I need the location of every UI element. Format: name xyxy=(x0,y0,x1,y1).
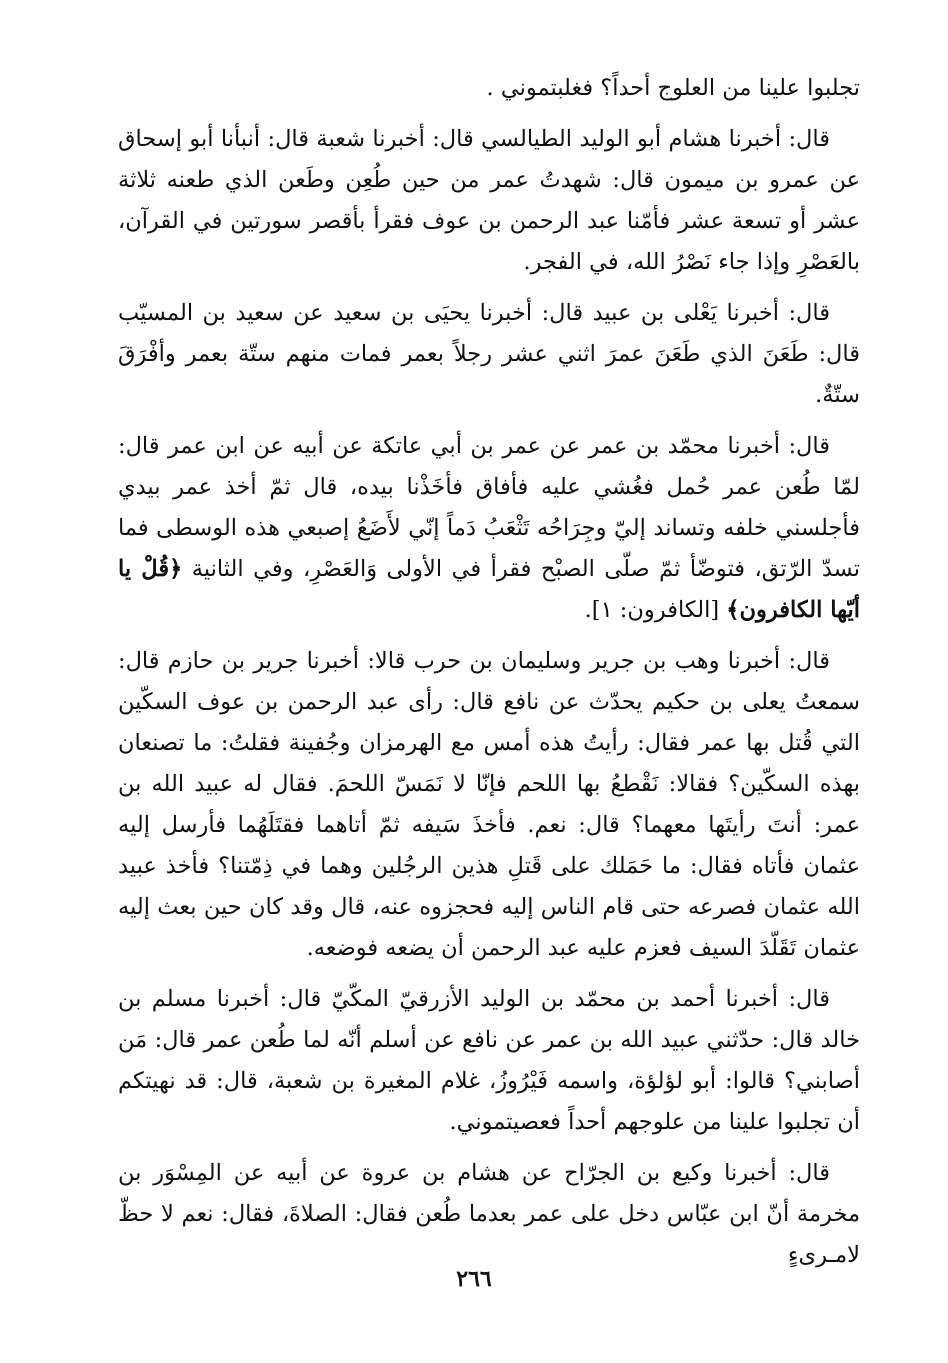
document-page xyxy=(118,68,860,1286)
paragraph-5: قال: أخبرنا وهب بن جرير وسليمان بن حرب قالا: أخبرنا جرير بن حازم قال: سمعتُ يعلى بن حكيم يحدّث عن نافع قال: رأى عبد الرحمن بن عوف السكّين التي قُتل بها عمر فقال: رأيتُ هذه أمس مع الهرمزان وجُفينة فقلتُ: ما تصنعان بهذه السكّين؟ فقالا: نَقْطعُ بها اللحم فإنّا لا نَمَسّ اللحمَ. فقال له عبيد الله بن عمر: أنتَ رأيتَها معهما؟ قال: نعم. فأخذَ سَيفه ثمّ أتاهما فقتَلَهُما فأرسل إليه عثمان فأتاه فقال: ما حَمَلك على قَتلِ هذين الرجُلين وهما في ذِمّتنا؟ فأخذ عبيد الله عثمان فصرعه حتى قام الناس إليه فحجزوه عنه، قال وقد كان حين بعث إليه عثمان تَقَلّدَ السيف فعزم عليه عبد الرحمن أن يضعه فوضعه. xyxy=(118,648,860,961)
paragraph-6: قال: أخبرنا أحمد بن محمّد بن الوليد الأزرقيّ المكّيّ قال: أخبرنا مسلم بن خالد قال: حدّثني عبيد الله بن عمر عن نافع عن أسلم أنّه لما طُعن عمر قال: مَن أصابني؟ قالوا: أبو لؤلؤة، واسمه فَيْرُوزُ، غلام المغيرة بن شعبة، قال: قد نهيتكم أن تجلبوا علينا من علوجهم أحداً فعصيتموني. xyxy=(118,986,860,1135)
paragraph-4-text: قال: أخبرنا محمّد بن عمر عن عمر بن أبي عاتكة عن أبيه عن ابن عمر قال: لمّا طُعن عمر حُمل فغُشي عليه فأفاق فأخَذْنا بيده، قال ثمّ أخذ عمر بيدي فأجلسني خلفه وتساند إليّ وجِرَاحُه تَثْعَبُ دَماً إنّي لأَضَعُ إصبعي هذه الوسطى فما تسدّ الرّتق، فتوضّأ ثمّ صلّى الصبْح فقرأ في الأولى وَالعَصْرِ، وفي الثانية xyxy=(118,433,861,582)
paragraph-1: تجلبوا علينا من العلوج أحداً؟ فغلبتموني . xyxy=(486,75,860,101)
page-number: ٢٦٦ xyxy=(456,1266,492,1292)
paragraph-7: قال: أخبرنا وكيع بن الجرّاح عن هشام بن عروة عن أبيه عن المِسْوَر بن مخرمة أنّ ابن عبّاس دخل على عمر بعدما طُعن فقال: الصلاةَ، فقال: نعم لا حظّ لامـرىءٍ xyxy=(118,1160,860,1268)
quran-reference: [الكافرون: ١]. xyxy=(584,597,720,623)
paragraph-2: قال: أخبرنا هشام أبو الوليد الطيالسي قال: أخبرنا شعبة قال: أنبأنا أبو إسحاق عن عمرو بن ميمون قال: شهدتُ عمر من حين طُعِن وطَعن الذي طعنه ثلاثة عشر أو تسعة عشر فأمّنا عبد الرحمن بن عوف فقرأ بأقصر سورتين في القرآن، بالعَصْرِ وإذا جاء نَصْرُ الله، في الفجر. xyxy=(118,126,860,275)
paragraph-4 xyxy=(118,426,860,631)
paragraph-3: قال: أخبرنا يَعْلى بن عبيد قال: أخبرنا يحيَى بن سعيد عن سعيد بن المسيّب قال: طَعَنَ الذي طَعَنَ عمرَ اثني عشر رجلاً بعمر فمات منهم ستّة بعمر وأفْرَقَ ستّةٌ. xyxy=(118,300,860,408)
quran-quote: ﴿قُلْ يا أيّها الكافرون﴾ xyxy=(118,556,860,623)
